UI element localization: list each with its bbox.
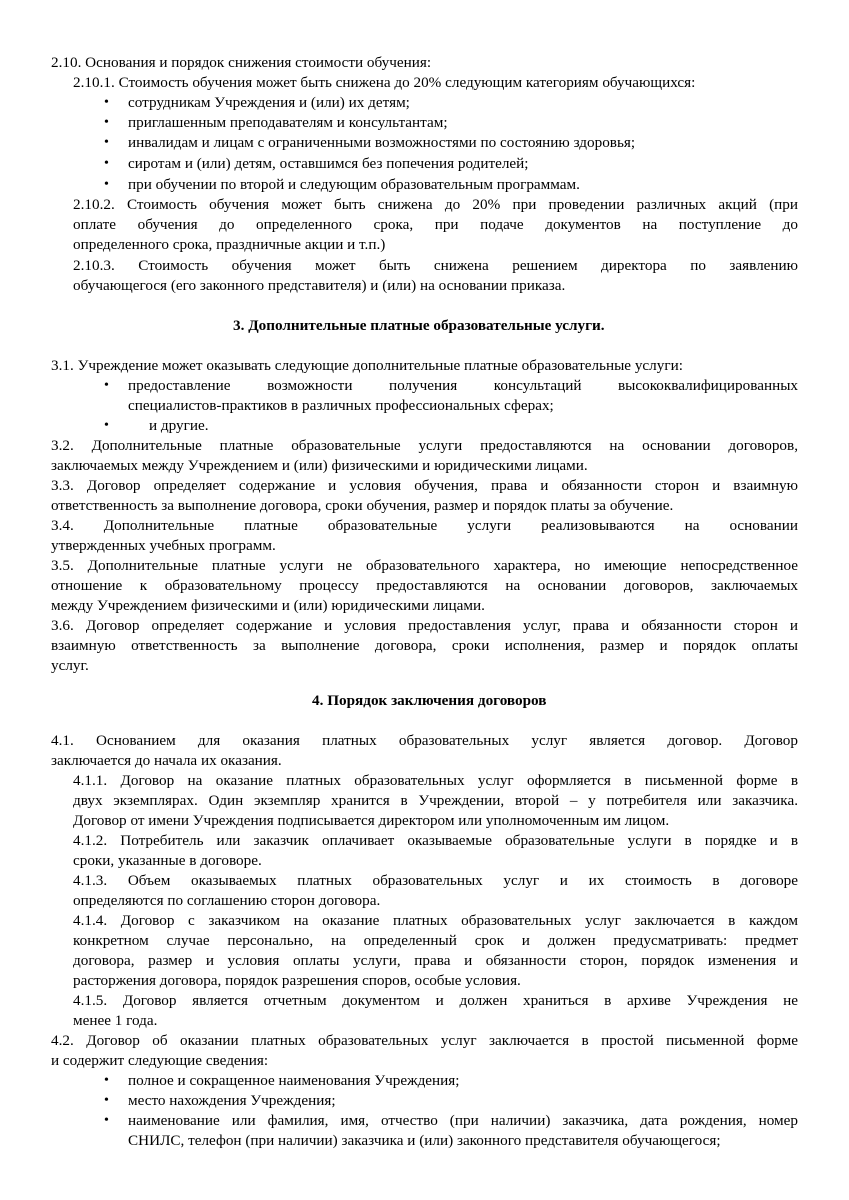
clause-4-1-1-line: двух экземплярах. Один экземпляр хранится в Учреждении, второй – у потребителя или заказчика. [73,792,798,809]
clause-4-1-3-line: определяются по соглашению сторон договора. [73,892,381,909]
clause-4-1-1-line: Договор от имени Учреждения подписывается директором или уполномоченным им лицом. [73,812,670,829]
list-item: при обучении по второй и следующим образовательным программам. [128,176,580,193]
clause-2-10-3-line: обучающегося (его законного представителя) и (или) на основании приказа. [73,277,566,294]
clause-3-5-line: 3.5. Дополнительные платные услуги не образовательного характера, но имеющие непосредственное [51,557,798,574]
clause-4-2-line: 4.2. Договор об оказании платных образовательных услуг заключается в простой письменной форме [51,1032,798,1049]
clause-4-1-5-line: 4.1.5. Договор является отчетным документом и должен храниться в архиве Учреждения не [73,992,798,1009]
bullet-marker: • [104,95,109,110]
clause-3-6-line: взаимную ответственность за выполнение договора, сроки исполнения, размер и порядок оплаты [51,637,798,654]
bullet-marker: • [104,1113,109,1128]
clause-3-6-line: 3.6. Договор определяет содержание и условия предоставления услуг, права и обязанности сторон и [51,617,798,634]
clause-4-1-4-line: расторжения договора, порядок разрешения споров, особые условия. [73,972,521,989]
clause-2-10-2-line: определенного срока, праздничные акции и т.п.) [73,236,386,253]
clause-2-10-2-line: оплате обучения до определенного срока, при подаче документов на поступление до [73,216,798,233]
clause-3-2-line: 3.2. Дополнительные платные образовательные услуги предоставляются на основании договоров, [51,437,798,454]
bullet-marker: • [104,156,109,171]
bullet-marker: • [104,418,109,433]
list-item: наименование или фамилия, имя, отчество (при наличии) заказчика, дата рождения, номер [128,1112,798,1129]
bullet-marker: • [104,1073,109,1088]
list-item: сиротам и (или) детям, оставшимся без попечения родителей; [128,155,529,172]
clause-3-6-line: услуг. [51,657,89,674]
clause-4-1-3-line: 4.1.3. Объем оказываемых платных образовательных услуг и их стоимость в договоре [73,872,798,889]
clause-2-10-1: 2.10.1. Стоимость обучения может быть снижена до 20% следующим категориям обучающихся: [73,74,696,91]
list-item-continuation: СНИЛС, телефон (при наличии) заказчика и (или) законного представителя обучающегося; [128,1132,721,1149]
section-4-heading: 4. Порядок заключения договоров [312,692,547,709]
bullet-marker: • [104,378,109,393]
clause-2-10-2-line: 2.10.2. Стоимость обучения может быть снижена до 20% при проведении различных акций (при [73,196,798,213]
clause-4-1-1-line: 4.1.1. Договор на оказание платных образовательных услуг оформляется в письменной форме в [73,772,798,789]
list-item: место нахождения Учреждения; [128,1092,336,1109]
clause-2-10: 2.10. Основания и порядок снижения стоимости обучения: [51,54,432,71]
clause-3-4-line: 3.4. Дополнительные платные образовательные услуги реализовываются на основании [51,517,798,534]
clause-4-1-2-line: сроки, указанные в договоре. [73,852,262,869]
clause-4-1-4-line: договора, размер и условия оплаты услуги, права и обязанности сторон, порядок изменения и [73,952,798,969]
bullet-marker: • [104,135,109,150]
list-item-continuation: специалистов-практиков в различных профессиональных сферах; [128,397,554,414]
clause-2-10-3-line: 2.10.3. Стоимость обучения может быть снижена решением директора по заявлению [73,257,798,274]
clause-3-2-line: заключаемых между Учреждением и (или) физическими и юридическими лицами. [51,457,588,474]
section-3-heading: 3. Дополнительные платные образовательные услуги. [233,317,605,334]
list-item: сотрудникам Учреждения и (или) их детям; [128,94,410,111]
list-item: приглашенным преподавателям и консультантам; [128,114,448,131]
clause-4-1-4-line: 4.1.4. Договор с заказчиком на оказание платных образовательных услуг заключается в каждом [73,912,798,929]
clause-3-4-line: утвержденных учебных программ. [51,537,276,554]
bullet-marker: • [104,115,109,130]
list-item: и другие. [149,417,209,434]
list-item: полное и сокращенное наименования Учреждения; [128,1072,460,1089]
bullet-marker: • [104,1093,109,1108]
clause-4-2-line: и содержит следующие сведения: [51,1052,269,1069]
list-item: предоставление возможности получения консультаций высококвалифицированных [128,377,798,394]
clause-4-1-2-line: 4.1.2. Потребитель или заказчик оплачивает оказываемые образовательные услуги в порядке и в [73,832,798,849]
list-item: инвалидам и лицам с ограниченными возможностями по состоянию здоровья; [128,134,636,151]
clause-3-5-line: между Учреждением физическими и (или) юридическими лицами. [51,597,485,614]
clause-3-3-line: ответственность за выполнение договора, сроки обучения, размер и порядок платы за обучение. [51,497,674,514]
clause-4-1-5-line: менее 1 года. [73,1012,158,1029]
clause-3-1: 3.1. Учреждение может оказывать следующие дополнительные платные образовательные услуги: [51,357,683,374]
bullet-marker: • [104,177,109,192]
clause-4-1-line: заключается до начала их оказания. [51,752,282,769]
clause-4-1-line: 4.1. Основанием для оказания платных образовательных услуг является договор. Договор [51,732,798,749]
clause-4-1-4-line: конкретном случае персонально, на определенный срок и должен предусматривать: предмет [73,932,798,949]
clause-3-5-line: отношение к образовательному процессу предоставляются на основании договоров, заключаемых [51,577,798,594]
clause-3-3-line: 3.3. Договор определяет содержание и условия обучения, права и обязанности сторон и взаимную [51,477,798,494]
